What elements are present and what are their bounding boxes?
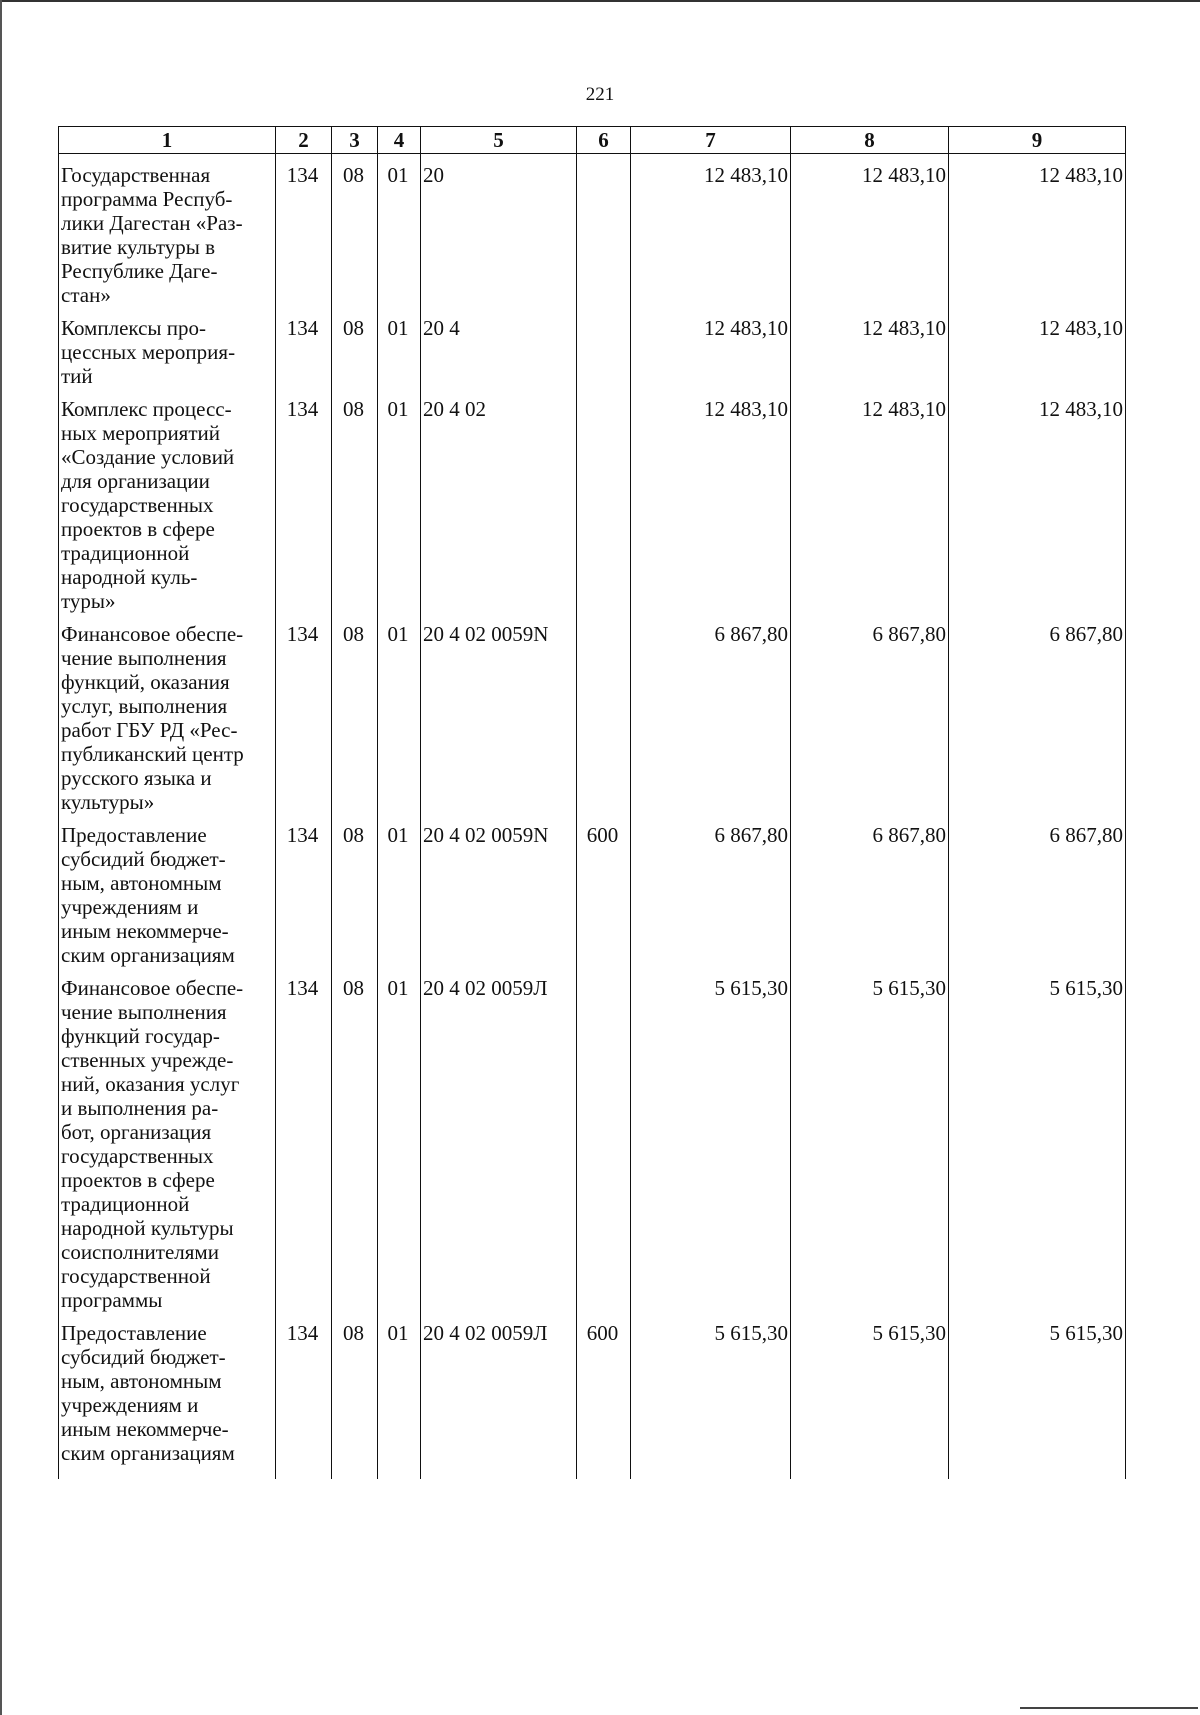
- header-row: [59, 127, 1126, 154]
- cell-amount-7: 5 615,30: [631, 1312, 791, 1479]
- scan-edge-top: [0, 0, 1200, 2]
- header-col-7: 7: [631, 127, 791, 154]
- cell-amount-9: 5 615,30: [949, 1312, 1126, 1479]
- header-col-6: 6: [577, 127, 631, 154]
- cell-amount-7: 12 483,10: [631, 388, 791, 613]
- row-name-text: Финансовое обеспе- чение выполнения функций, оказания услуг, выполнения работ ГБУ РД «Рес- публиканский центр русского языка и культуры»: [61, 622, 244, 814]
- cell-amount-7: 6 867,80: [631, 613, 791, 814]
- header-col-2: 2: [276, 127, 332, 154]
- row-name-text: Комплекс процесс- ных мероприятий «Создание условий для организации государственных проектов в сфере традиционной народной куль- туры»: [61, 397, 235, 613]
- row-name-text: Государственная программа Респуб- лики Дагестан «Раз- витие культуры в Республике Даге- стан»: [61, 163, 243, 307]
- cell-target-article: 20 4 02 0059Л: [421, 1312, 577, 1479]
- cell-subsection: 01: [378, 1312, 421, 1479]
- row-name-text: Финансовое обеспе- чение выполнения функций государ- ственных учрежде- ний, оказания услуг и выполнения ра- бот, организация государственных проектов в сфере традиционной народной культуры соисполнителями государственной программы: [61, 976, 244, 1312]
- cell-section: 08: [332, 967, 378, 1312]
- table-row: [59, 388, 1126, 613]
- cell-amount-8: 12 483,10: [791, 307, 949, 388]
- cell-expense-type: [577, 613, 631, 814]
- cell-amount-7: 12 483,10: [631, 307, 791, 388]
- cell-amount-9: 12 483,10: [949, 307, 1126, 388]
- cell-amount-8: 12 483,10: [791, 154, 949, 308]
- header-col-4: 4: [378, 127, 421, 154]
- cell-expense-type: [577, 967, 631, 1312]
- table-row: [59, 154, 1126, 308]
- row-name-text: Предоставление субсидий бюджет- ным, автономным учреждениям и иным некоммерче- ским организациям: [61, 823, 235, 967]
- header-col-1: 1: [59, 127, 276, 154]
- cell-expense-type: [577, 388, 631, 613]
- row-name: [59, 307, 276, 388]
- cell-amount-7: 12 483,10: [631, 154, 791, 308]
- cell-admin-code: 134: [276, 967, 332, 1312]
- cell-subsection: 01: [378, 967, 421, 1312]
- cell-target-article: 20 4 02 0059Л: [421, 967, 577, 1312]
- table-row: [59, 307, 1126, 388]
- cell-target-article: 20 4 02 0059N: [421, 613, 577, 814]
- header-col-5: 5: [421, 127, 577, 154]
- cell-amount-9: 12 483,10: [949, 388, 1126, 613]
- header-col-9: 9: [949, 127, 1126, 154]
- cell-amount-8: 5 615,30: [791, 1312, 949, 1479]
- cell-amount-7: 6 867,80: [631, 814, 791, 967]
- cell-expense-type: [577, 307, 631, 388]
- cell-amount-9: 12 483,10: [949, 154, 1126, 308]
- cell-section: 08: [332, 1312, 378, 1479]
- cell-subsection: 01: [378, 613, 421, 814]
- cell-admin-code: 134: [276, 307, 332, 388]
- cell-admin-code: 134: [276, 154, 332, 308]
- row-name: [59, 613, 276, 814]
- cell-amount-9: 6 867,80: [949, 613, 1126, 814]
- table-row: [59, 1312, 1126, 1479]
- header-col-8: 8: [791, 127, 949, 154]
- table-row: [59, 613, 1126, 814]
- cell-section: 08: [332, 388, 378, 613]
- table-row: [59, 814, 1126, 967]
- cell-admin-code: 134: [276, 388, 332, 613]
- cell-target-article: 20 4 02 0059N: [421, 814, 577, 967]
- cell-subsection: 01: [378, 307, 421, 388]
- cell-section: 08: [332, 814, 378, 967]
- cell-section: 08: [332, 154, 378, 308]
- cell-section: 08: [332, 307, 378, 388]
- cell-amount-7: 5 615,30: [631, 967, 791, 1312]
- cell-admin-code: 134: [276, 814, 332, 967]
- row-name: [59, 388, 276, 613]
- cell-amount-8: 5 615,30: [791, 967, 949, 1312]
- cell-expense-type: [577, 154, 631, 308]
- cell-target-article: 20 4: [421, 307, 577, 388]
- cell-amount-9: 5 615,30: [949, 967, 1126, 1312]
- cell-subsection: 01: [378, 388, 421, 613]
- cell-target-article: 20 4 02: [421, 388, 577, 613]
- budget-table: [58, 126, 1126, 1479]
- scan-edge-left: [0, 0, 2, 1715]
- row-name-text: Предоставление субсидий бюджет- ным, автономным учреждениям и иным некоммерче- ским организациям: [61, 1321, 235, 1465]
- cell-amount-9: 6 867,80: [949, 814, 1126, 967]
- row-name: [59, 814, 276, 967]
- cell-amount-8: 6 867,80: [791, 613, 949, 814]
- table-row: [59, 967, 1126, 1312]
- cell-target-article: 20: [421, 154, 577, 308]
- row-name: [59, 967, 276, 1312]
- row-name-text: Комплексы про- цессных мероприя- тий: [61, 316, 236, 388]
- header-col-3: 3: [332, 127, 378, 154]
- cell-admin-code: 134: [276, 613, 332, 814]
- cell-expense-type: 600: [577, 814, 631, 967]
- page-number: 221: [585, 84, 615, 105]
- cell-subsection: 01: [378, 814, 421, 967]
- scan-edge-bottom-right: [1020, 1707, 1198, 1709]
- cell-admin-code: 134: [276, 1312, 332, 1479]
- cell-amount-8: 6 867,80: [791, 814, 949, 967]
- cell-amount-8: 12 483,10: [791, 388, 949, 613]
- cell-section: 08: [332, 613, 378, 814]
- cell-subsection: 01: [378, 154, 421, 308]
- cell-expense-type: 600: [577, 1312, 631, 1479]
- row-name: [59, 1312, 276, 1479]
- row-name: [59, 154, 276, 308]
